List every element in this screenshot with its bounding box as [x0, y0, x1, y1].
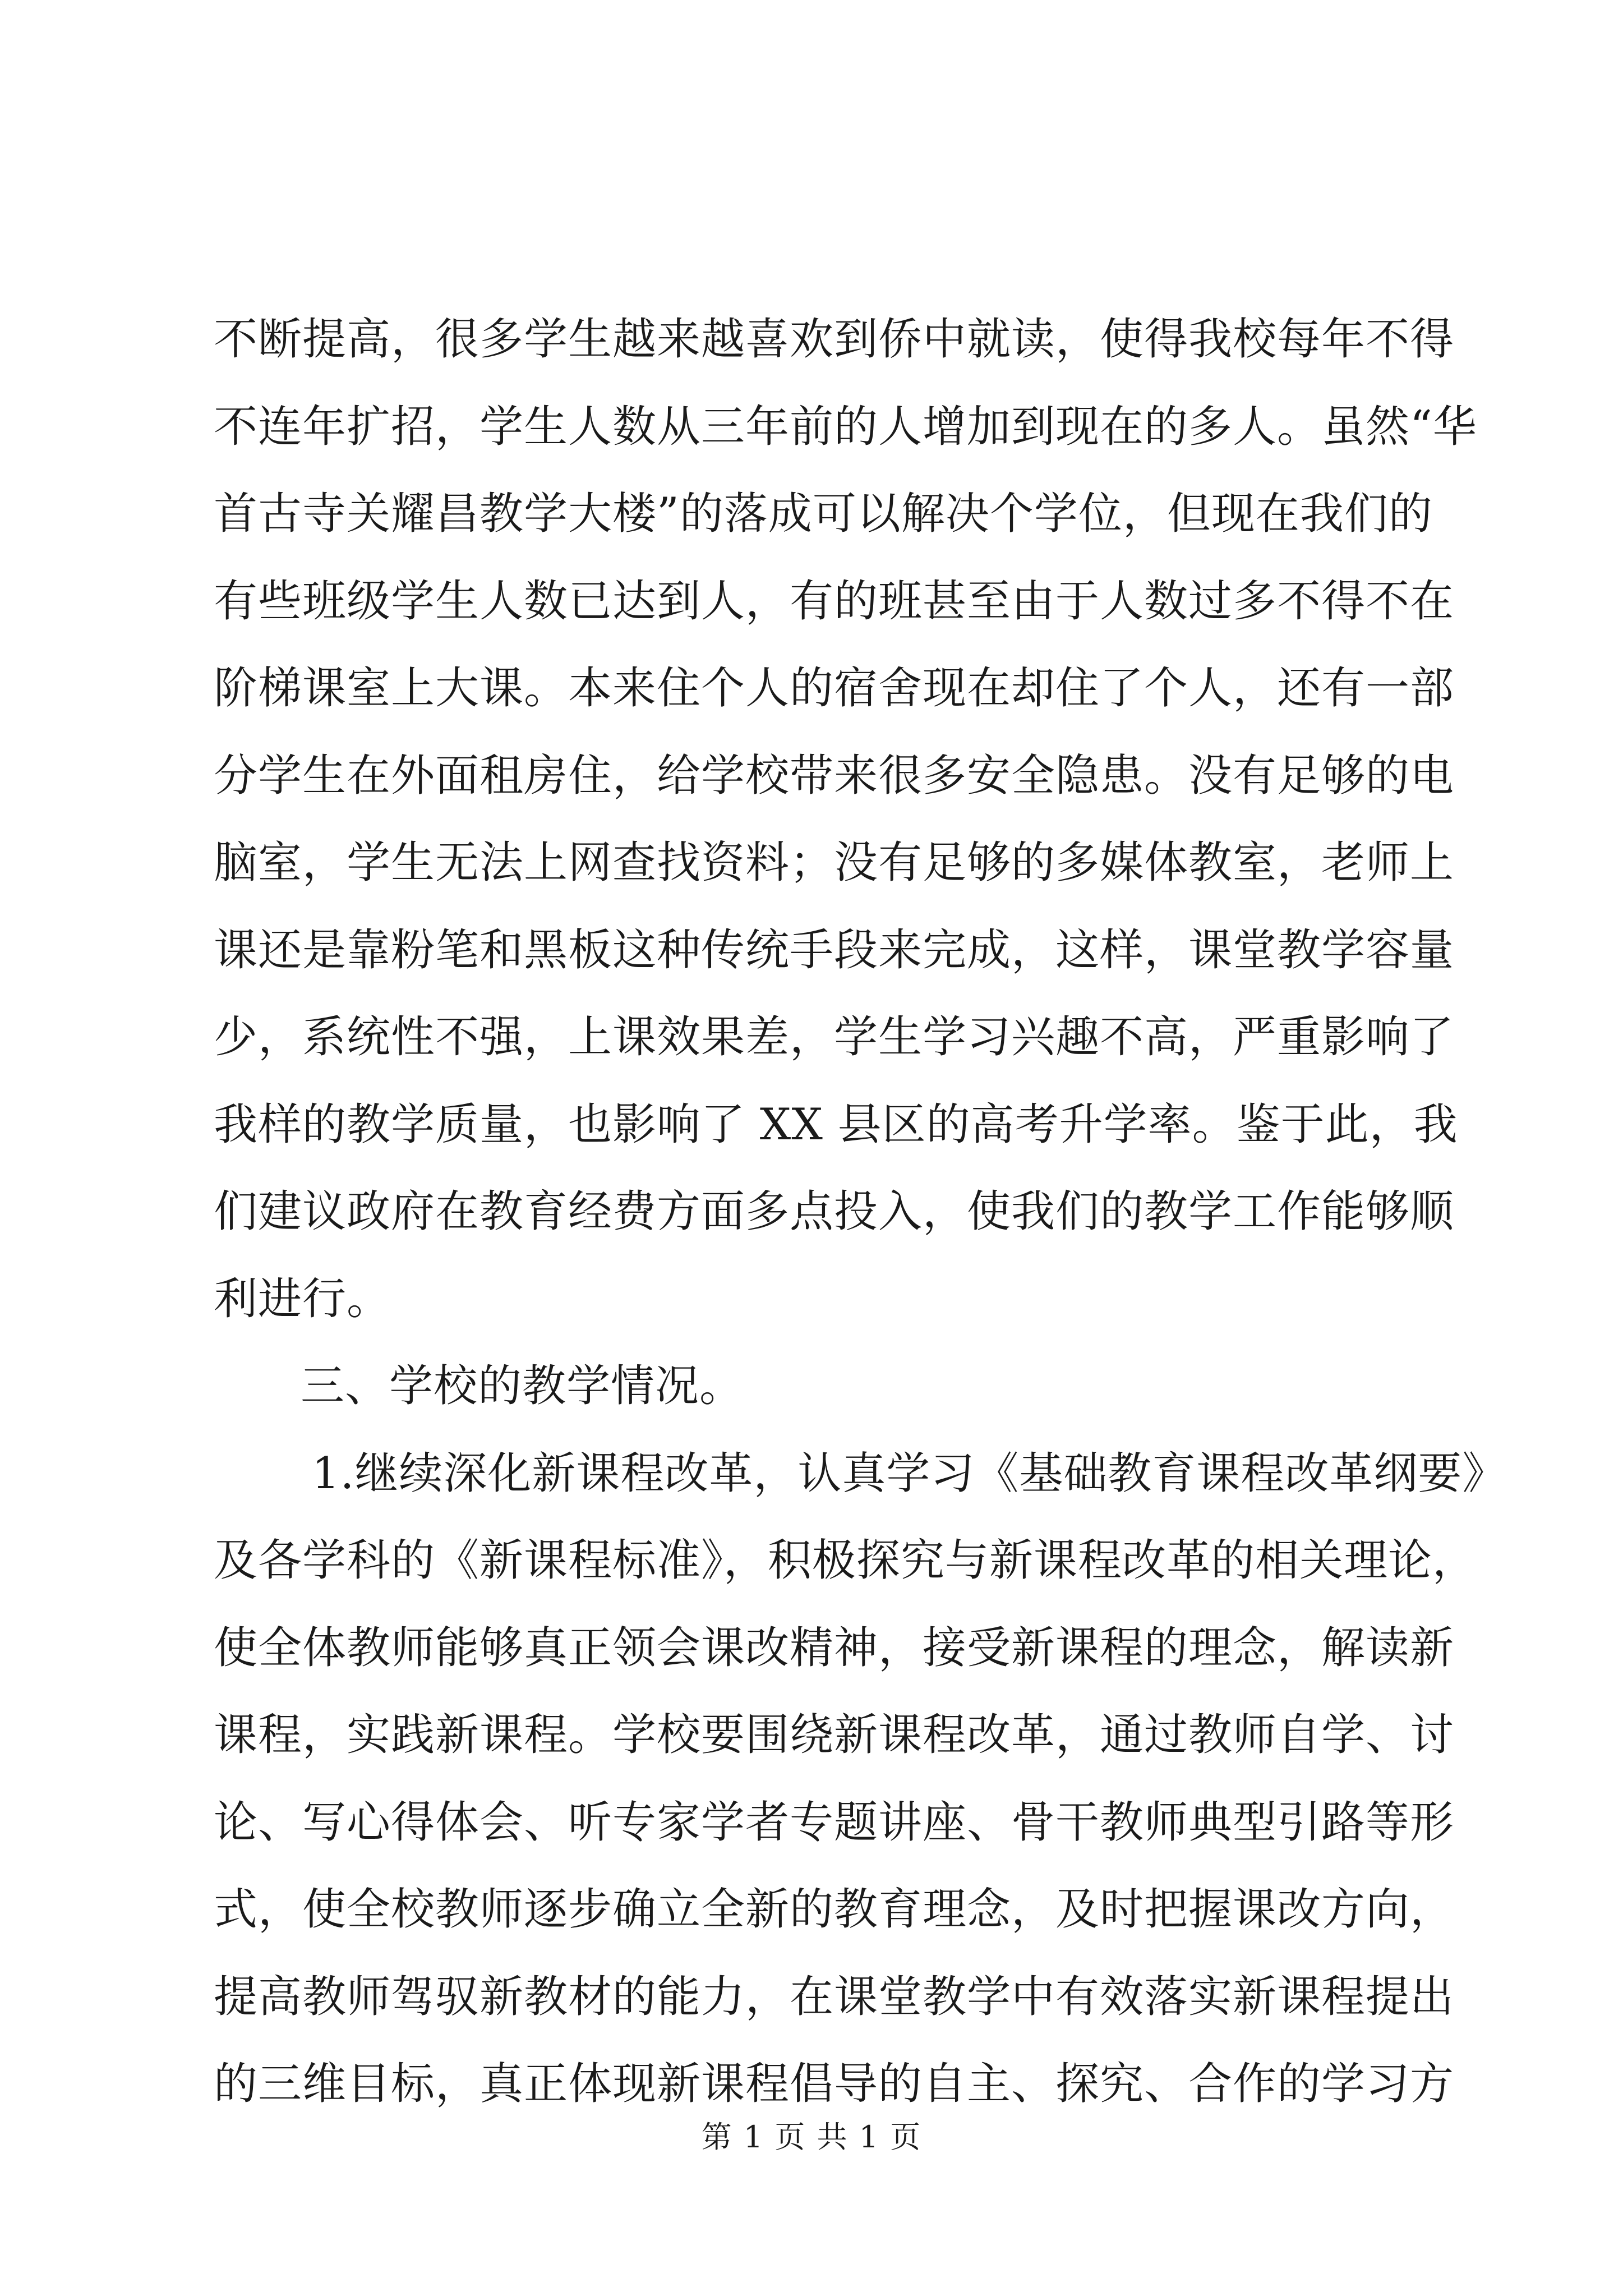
paragraph-line-19: 提高教师驾驭新教材的能力，在课堂教学中有效落实新课程提出: [214, 1972, 1455, 2022]
paragraph-line-5: 阶梯课室上大课。本来住个人的宿舍现在却住了个人，还有一部: [214, 663, 1455, 714]
paragraph-line-14: 及各学科的《新课程标准》，积极探究与新课程改革的相关理论，: [214, 1535, 1477, 1586]
paragraph-line-4: 有些班级学生人数已达到人，有的班甚至由于人数过多不得不在: [214, 576, 1455, 627]
paragraph-line-7: 脑室，学生无法上网查找资料；没有足够的多媒体教室，老师上: [214, 838, 1455, 888]
paragraph-line-16: 课程，实践新课程。学校要围绕新课程改革，通过教师自学、讨: [214, 1710, 1455, 1760]
paragraph-line-18: 式，使全校教师逐步确立全新的教育理念，及时把握课改方向，: [214, 1884, 1455, 1935]
paragraph-line-3: 首古寺关耀昌教学大楼”的落成可以解决个学位，但现在我们的: [214, 489, 1433, 539]
paragraph-line-6: 分学生在外面租房住，给学校带来很多安全隐患。没有足够的电: [214, 751, 1455, 801]
section-heading: 三、学校的教学情况。: [301, 1361, 744, 1411]
paragraph-line-15: 使全体教师能够真正领会课改精神，接受新课程的理念，解读新: [214, 1623, 1455, 1673]
paragraph-line-20: 的三维目标，真正体现新课程倡导的自主、探究、合作的学习方: [214, 2059, 1455, 2109]
paragraph-line-8: 课还是靠粉笔和黑板这种传统手段来完成，这样，课堂教学容量: [214, 925, 1455, 976]
paragraph-line-9: 少，系统性不强，上课效果差，学生学习兴趣不高，严重影响了: [214, 1012, 1455, 1062]
paragraph-line-13: 1.继续深化新课程改革，认真学习《基础教育课程改革纲要》: [312, 1448, 1507, 1499]
paragraph-line-10: 我样的教学质量，也影响了 XX 县区的高考升学率。鉴于此，我: [214, 1099, 1458, 1150]
page-footer: 第 1 页 共 1 页: [701, 2119, 922, 2155]
paragraph-line-17: 论、写心得体会、听专家学者专题讲座、骨干教师典型引路等形: [214, 1797, 1455, 1848]
paragraph-line-12: 利进行。: [214, 1274, 391, 1324]
paragraph-line-1: 不断提高，很多学生越来越喜欢到侨中就读，使得我校每年不得: [214, 314, 1455, 365]
paragraph-line-11: 们建议政府在教育经费方面多点投入，使我们的教学工作能够顺: [214, 1186, 1455, 1237]
paragraph-line-2: 不连年扩招，学生人数从三年前的人增加到现在的多人。虽然“华: [214, 402, 1477, 452]
